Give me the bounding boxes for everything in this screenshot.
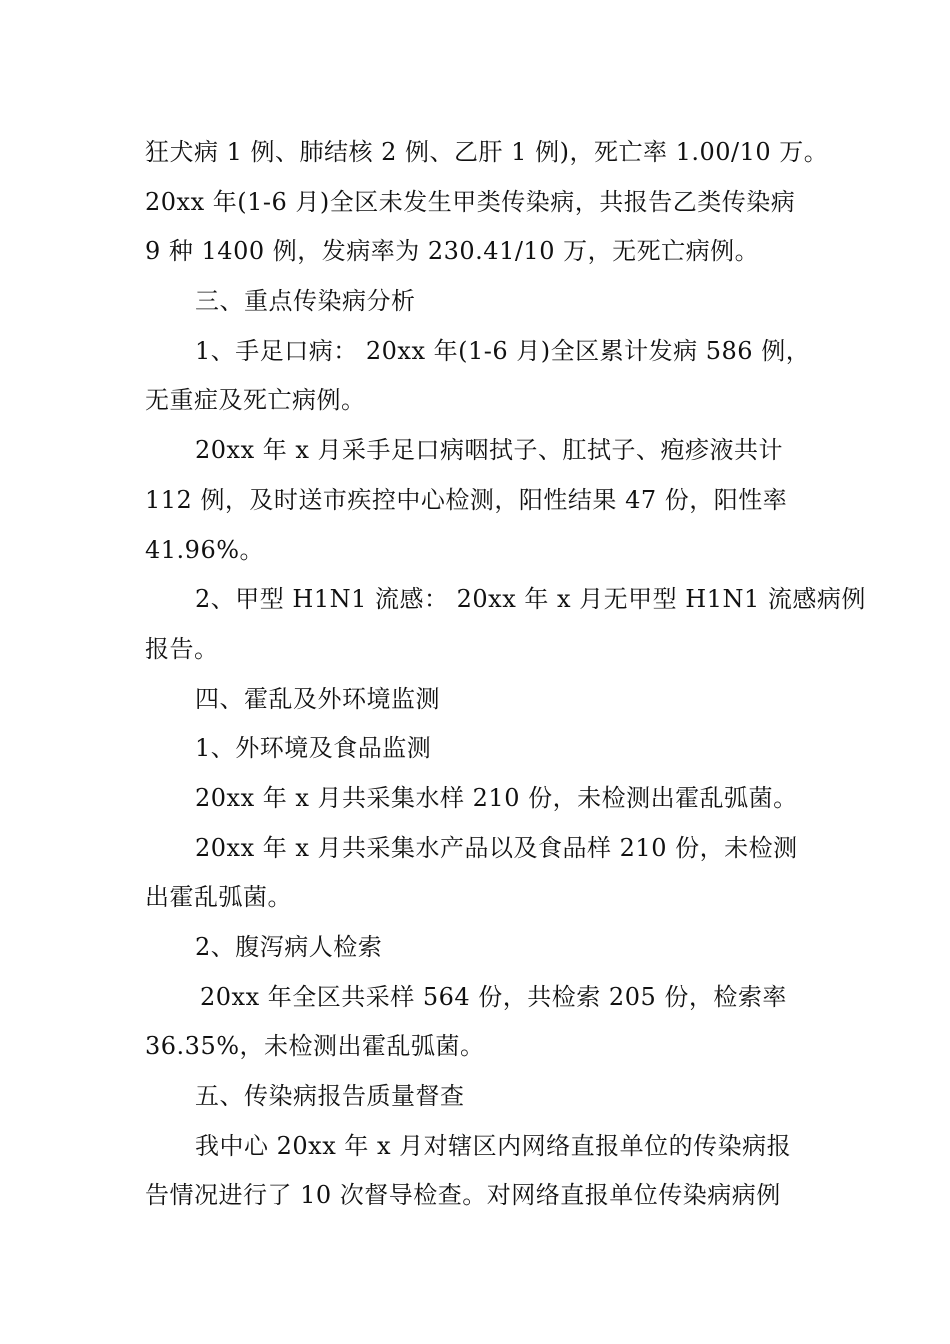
paragraph-line: 无重症及死亡病例。	[145, 386, 366, 415]
subsection-heading: 1、外环境及食品监测	[195, 734, 432, 763]
paragraph-line: 狂犬病 1 例、肺结核 2 例、乙肝 1 例)，死亡率 1.00/10 万。	[145, 138, 829, 166]
paragraph-line: 20xx 年全区共采样 564 份，共检索 205 份，检索率	[200, 982, 787, 1011]
paragraph-line: 出霍乱弧菌。	[145, 883, 292, 912]
paragraph-line: 20xx 年 x 月采手足口病咽拭子、肛拭子、疱疹液共计	[195, 436, 784, 465]
subsection-heading: 2、甲型 H1N1 流感： 20xx 年 x 月无甲型 H1N1 流感病例	[195, 585, 866, 614]
paragraph-line: 9 种 1400 例，发病率为 230.41/10 万，无死亡病例。	[145, 237, 760, 266]
document-body	[145, 128, 866, 1221]
paragraph-line: 报告。	[145, 634, 219, 663]
paragraph-line: 41.96%。	[145, 535, 265, 564]
section-heading: 三、重点传染病分析	[195, 287, 416, 316]
subsection-heading: 1、手足口病： 20xx 年(1-6 月)全区累计发病 586 例，	[195, 336, 811, 365]
paragraph-line: 20xx 年(1-6 月)全区未发生甲类传染病，共报告乙类传染病	[145, 187, 796, 216]
section-heading: 四、霍乱及外环境监测	[195, 684, 440, 713]
paragraph-line: 我中心 20xx 年 x 月对辖区内网络直报单位的传染病报	[195, 1131, 792, 1160]
paragraph-line: 36.35%，未检测出霍乱弧菌。	[145, 1032, 485, 1061]
paragraph-line: 20xx 年 x 月共采集水产品以及食品样 210 份，未检测	[195, 833, 798, 862]
subsection-heading: 2、腹泻病人检索	[195, 933, 383, 961]
paragraph-line: 20xx 年 x 月共采集水样 210 份，未检测出霍乱弧菌。	[195, 783, 798, 812]
paragraph-line: 告情况进行了 10 次督导检查。对网络直报单位传染病病例	[145, 1181, 781, 1210]
paragraph-line: 112 例，及时送市疾控中心检测，阳性结果 47 份，阳性率	[145, 485, 788, 514]
section-heading: 五、传染病报告质量督查	[195, 1082, 465, 1111]
